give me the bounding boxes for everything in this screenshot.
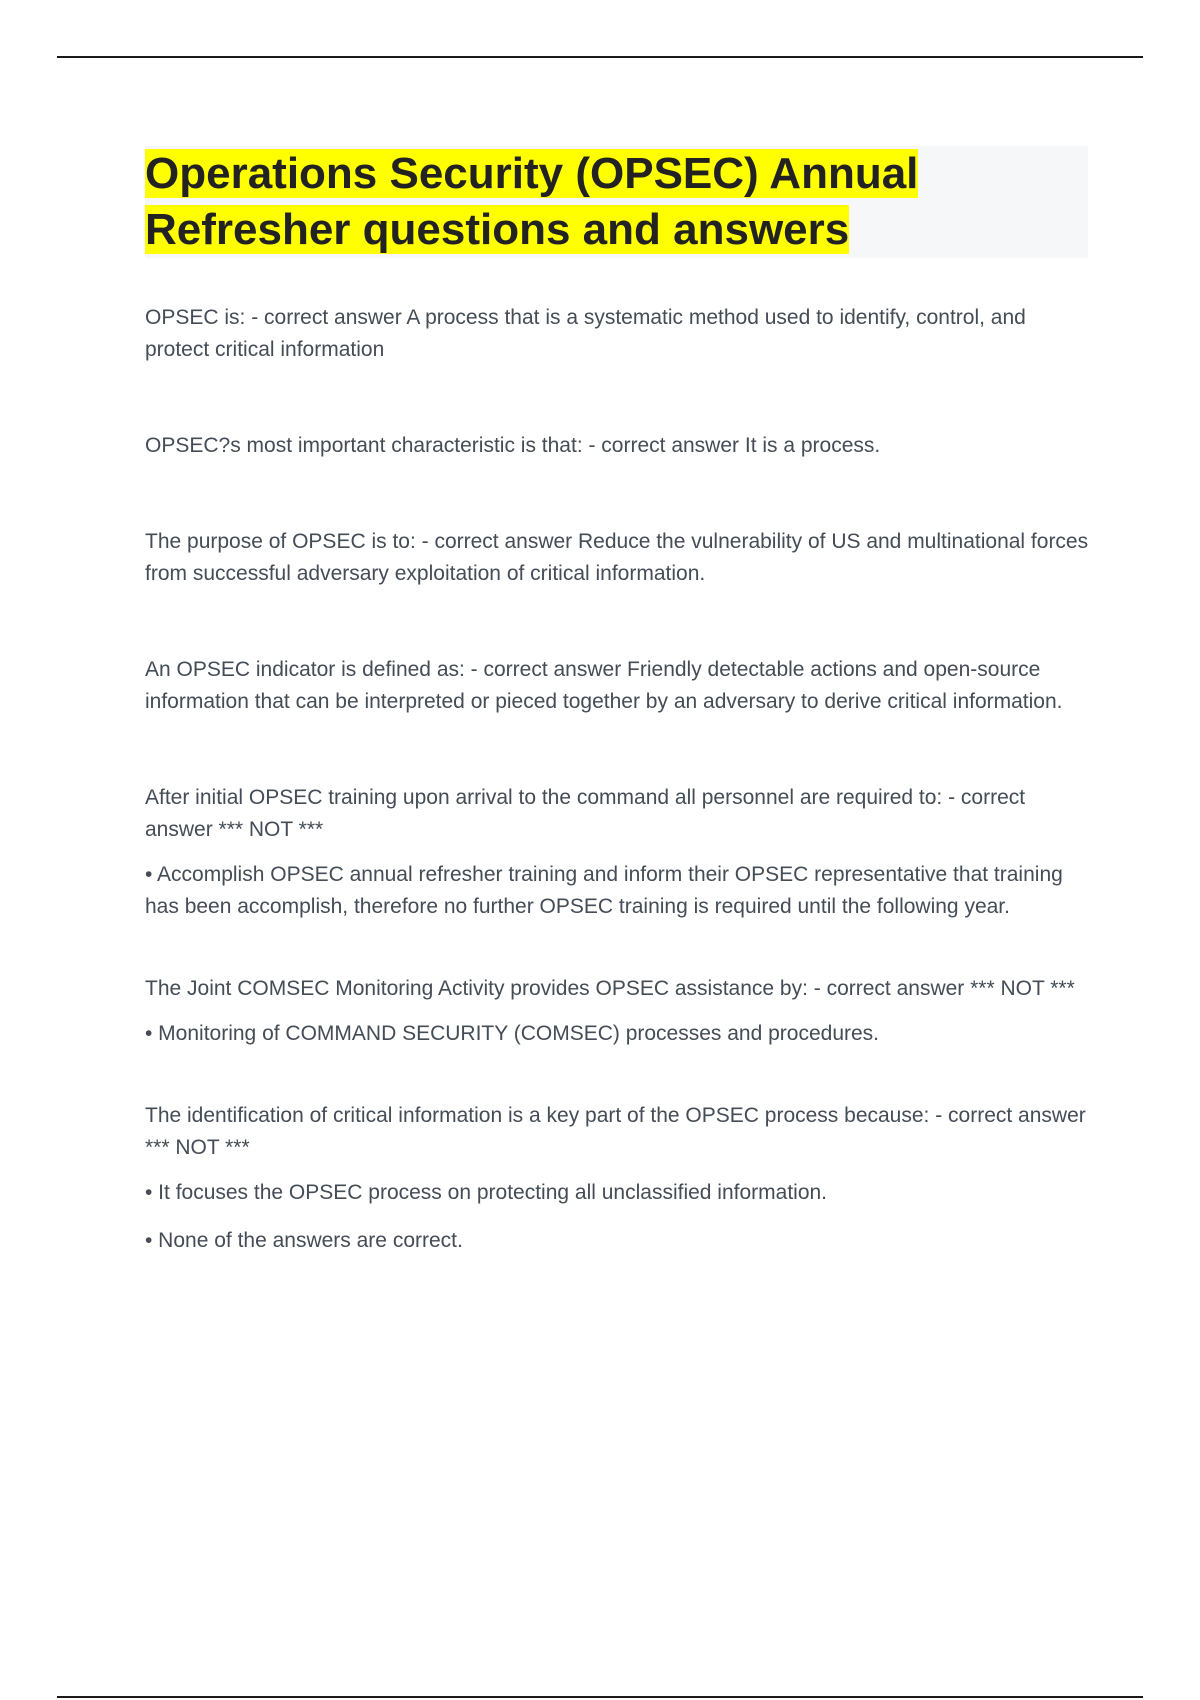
top-rule — [57, 56, 1143, 58]
qa-item-6 — [145, 973, 1090, 1050]
qa-text: After initial OPSEC training upon arrival to the command all personnel are required to: - correct answer *** NOT *** — [145, 786, 1026, 841]
title-line-2: Refresher questions and answers — [145, 205, 850, 254]
qa-text: OPSEC is: - correct answer A process that is a systematic method used to identify, control, and protect critical information — [145, 306, 1026, 361]
title-line-1: Operations Security (OPSEC) Annual — [145, 149, 919, 198]
qa-text: OPSEC?s most important characteristic is that: - correct answer It is a process. — [145, 434, 881, 457]
qa-item-2 — [145, 430, 1090, 462]
qa-bullet: • It focuses the OPSEC process on protecting all unclassified information. — [145, 1181, 828, 1204]
qa-bullet: • Monitoring of COMMAND SECURITY (COMSEC) processes and procedures. — [145, 1022, 880, 1045]
qa-item-4 — [145, 654, 1090, 718]
title-block — [145, 146, 1088, 258]
qa-text: The purpose of OPSEC is to: - correct answer Reduce the vulnerability of US and multinational forces from successful adversary exploitation of critical information. — [145, 530, 1089, 585]
qa-item-7 — [145, 1100, 1090, 1257]
qa-text: The identification of critical information is a key part of the OPSEC process because: - correct answer *** NOT *** — [145, 1104, 1086, 1159]
bottom-rule — [57, 1696, 1143, 1698]
qa-item-5 — [145, 782, 1090, 923]
qa-item-3 — [145, 526, 1090, 590]
qa-bullet: • None of the answers are correct. — [145, 1229, 463, 1252]
qa-text: An OPSEC indicator is defined as: - correct answer Friendly detectable actions and open-source information that can be interpreted or pieced together by an adversary to derive critical information. — [145, 658, 1063, 713]
qa-text: The Joint COMSEC Monitoring Activity provides OPSEC assistance by: - correct answer *** NOT *** — [145, 977, 1075, 1000]
qa-item-1 — [145, 302, 1090, 366]
qa-bullet: • Accomplish OPSEC annual refresher training and inform their OPSEC representative that training has been accomplish, therefore no further OPSEC training is required until the following year. — [145, 863, 1063, 918]
page-title — [145, 146, 1088, 258]
document-body — [145, 146, 1090, 1321]
